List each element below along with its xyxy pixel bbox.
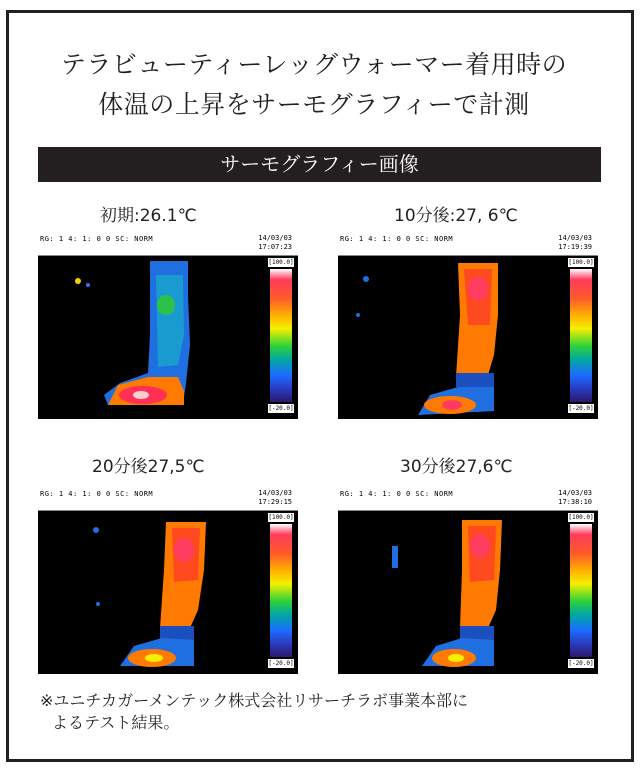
thermo-timestamp	[558, 234, 592, 252]
scale-top-label: [100.0]	[268, 259, 294, 266]
thermo-header	[338, 488, 598, 511]
thermo-image-10min	[338, 233, 598, 419]
leg-thermal-shape	[338, 255, 568, 419]
scale-bottom-label: [-20.0]	[568, 660, 594, 667]
thermo-header	[38, 233, 298, 256]
thermo-time: 17:07:23	[258, 243, 292, 251]
thermo-timestamp	[258, 489, 292, 507]
thermo-timestamp	[258, 234, 292, 252]
thermo-header-text: RG: 1 4: 1: 0 0 SC: NORM	[40, 490, 154, 498]
scale-bottom-label: [-20.0]	[568, 405, 594, 412]
thermo-header-text: RG: 1 4: 1: 0 0 SC: NORM	[40, 235, 154, 243]
scale-bar	[270, 269, 292, 402]
caption-30min: 30分後27,6℃	[400, 457, 513, 477]
thermo-header-text: RG: 1 4: 1: 0 0 SC: NORM	[340, 490, 454, 498]
thermo-header	[38, 488, 298, 511]
thermo-image-20min	[38, 488, 298, 674]
thermo-time: 17:29:15	[258, 498, 292, 506]
footnote-line-2: よるテスト結果。	[52, 713, 180, 732]
title-line-2: 体温の上昇をサーモグラフィーで計測	[98, 90, 530, 119]
caption-20min: 20分後27,5℃	[92, 457, 205, 477]
thermo-time: 17:19:39	[558, 243, 592, 251]
caption-initial: 初期:26.1℃	[100, 206, 197, 226]
thermo-date: 14/03/03	[258, 489, 292, 497]
temperature-scale	[268, 258, 294, 413]
thermo-image-initial	[38, 233, 298, 419]
scale-top-label: [100.0]	[568, 259, 594, 266]
section-banner: サーモグラフィー画像	[38, 147, 601, 182]
scale-bar	[570, 524, 592, 657]
thermo-date: 14/03/03	[558, 489, 592, 497]
thermo-date: 14/03/03	[558, 234, 592, 242]
scale-bar	[570, 269, 592, 402]
thermo-header	[338, 233, 598, 256]
leg-thermal-shape	[38, 255, 268, 419]
scale-bottom-label: [-20.0]	[268, 405, 294, 412]
thermo-image-30min	[338, 488, 598, 674]
temperature-scale	[568, 258, 594, 413]
temperature-scale	[268, 513, 294, 668]
title-line-1: テラビューティーレッグウォーマー着用時の	[60, 50, 568, 79]
caption-10min: 10分後:27, 6℃	[394, 206, 518, 226]
scale-bottom-label: [-20.0]	[268, 660, 294, 667]
scale-top-label: [100.0]	[268, 514, 294, 521]
temperature-scale	[568, 513, 594, 668]
thermo-header-text: RG: 1 4: 1: 0 0 SC: NORM	[340, 235, 454, 243]
thermo-timestamp	[558, 489, 592, 507]
leg-thermal-shape	[338, 510, 568, 674]
footnote-line-1: ※ユニチカガーメンテック株式会社リサーチラボ事業本部に	[40, 691, 468, 710]
thermo-date: 14/03/03	[258, 234, 292, 242]
leg-thermal-shape	[38, 510, 268, 674]
thermo-time: 17:38:10	[558, 498, 592, 506]
scale-bar	[270, 524, 292, 657]
scale-top-label: [100.0]	[568, 514, 594, 521]
